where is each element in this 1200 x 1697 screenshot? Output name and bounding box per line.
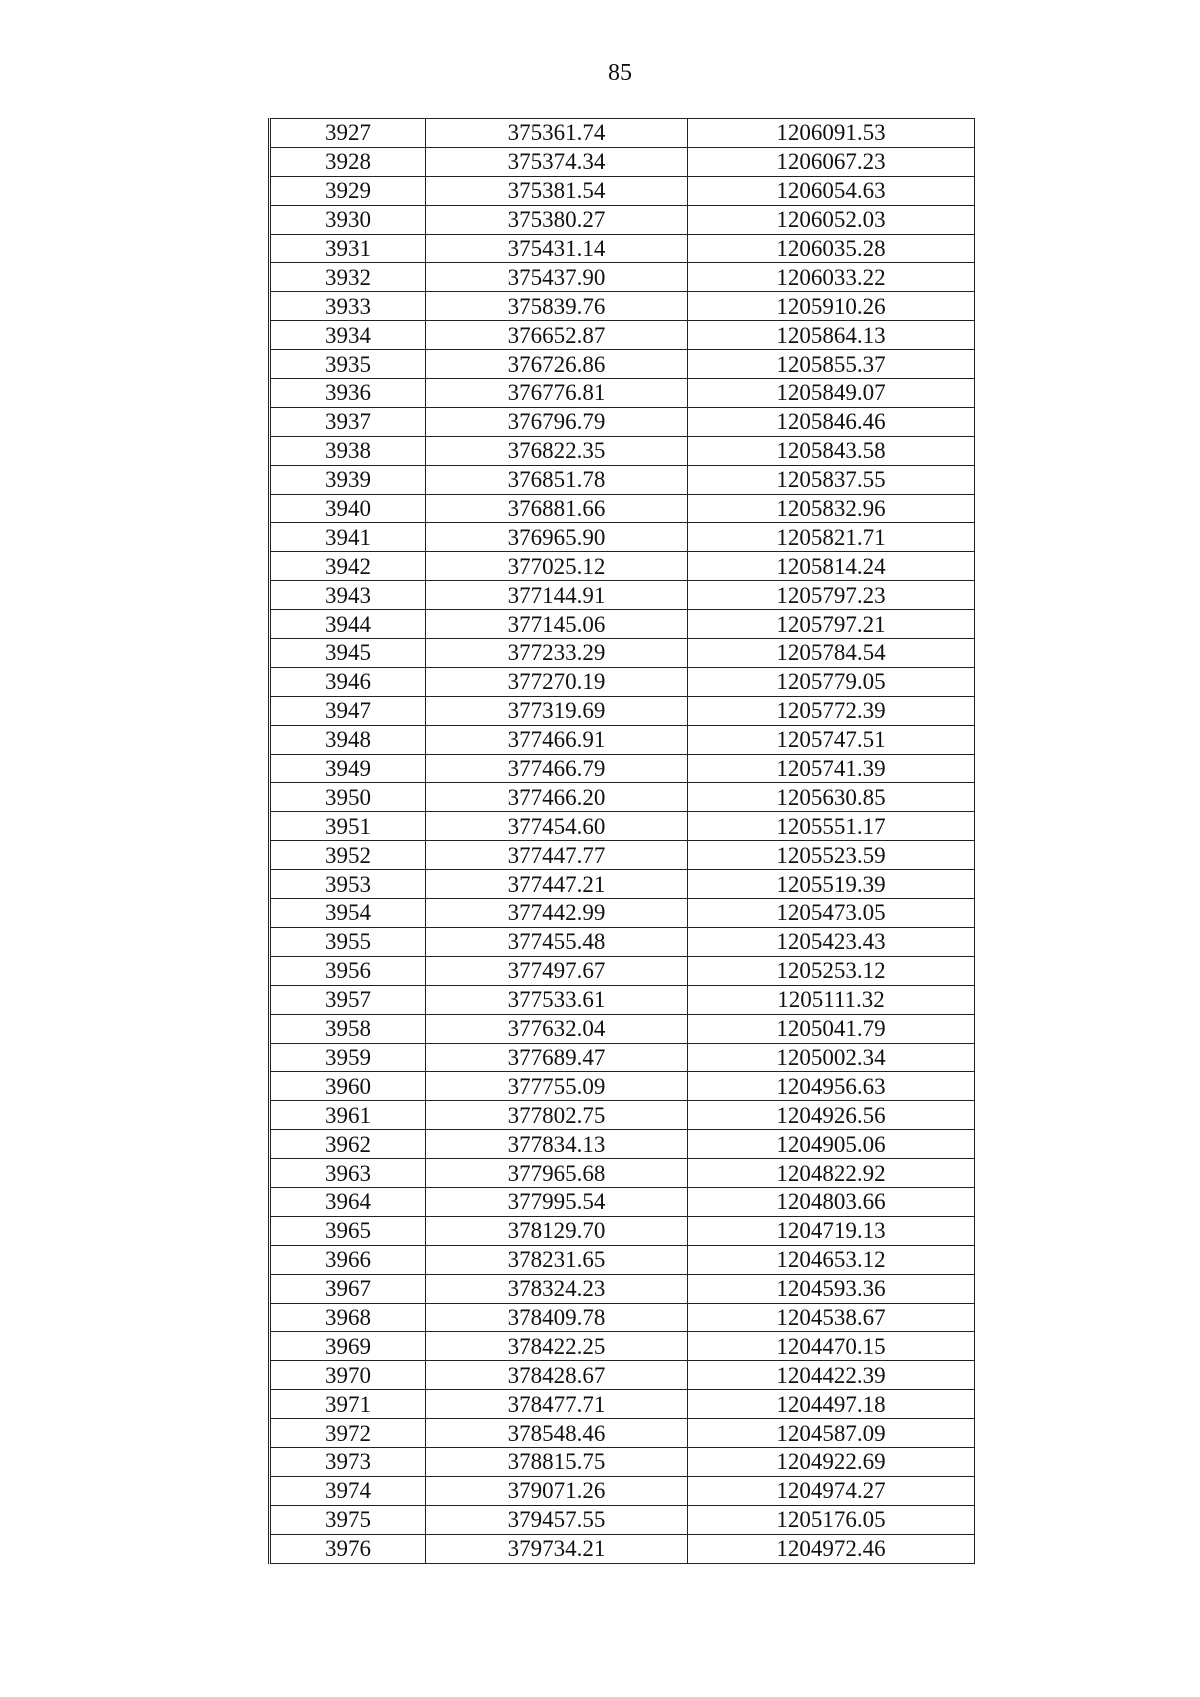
point-number-cell: 3972 xyxy=(270,1419,426,1448)
x-coordinate-cell: 377497.67 xyxy=(426,956,688,985)
point-number-cell: 3957 xyxy=(270,985,426,1014)
x-coordinate-cell: 377995.54 xyxy=(426,1187,688,1216)
table-row xyxy=(270,1130,975,1159)
x-coordinate-cell: 376965.90 xyxy=(426,523,688,552)
x-coordinate-cell: 375431.14 xyxy=(426,234,688,263)
table-row xyxy=(270,147,975,176)
point-number-cell: 3938 xyxy=(270,436,426,465)
table-row xyxy=(270,899,975,928)
point-number-cell: 3971 xyxy=(270,1390,426,1419)
table-row xyxy=(270,1245,975,1274)
page-number: 85 xyxy=(608,60,632,86)
y-coordinate-cell: 1205864.13 xyxy=(688,321,975,350)
table-row xyxy=(270,1159,975,1188)
x-coordinate-cell: 377145.06 xyxy=(426,610,688,639)
point-number-cell: 3951 xyxy=(270,812,426,841)
table-row xyxy=(270,321,975,350)
y-coordinate-cell: 1205846.46 xyxy=(688,407,975,436)
point-number-cell: 3941 xyxy=(270,523,426,552)
point-number-cell: 3959 xyxy=(270,1043,426,1072)
point-number-cell: 3931 xyxy=(270,234,426,263)
x-coordinate-cell: 378324.23 xyxy=(426,1274,688,1303)
table-row xyxy=(270,1216,975,1245)
y-coordinate-cell: 1205423.43 xyxy=(688,927,975,956)
point-number-cell: 3949 xyxy=(270,754,426,783)
point-number-cell: 3974 xyxy=(270,1476,426,1505)
table-row xyxy=(270,1187,975,1216)
point-number-cell: 3937 xyxy=(270,407,426,436)
table-row xyxy=(270,1419,975,1448)
x-coordinate-cell: 378422.25 xyxy=(426,1332,688,1361)
y-coordinate-cell: 1204822.92 xyxy=(688,1159,975,1188)
table-row xyxy=(270,1361,975,1390)
y-coordinate-cell: 1205519.39 xyxy=(688,870,975,899)
y-coordinate-cell: 1204422.39 xyxy=(688,1361,975,1390)
y-coordinate-cell: 1204926.56 xyxy=(688,1101,975,1130)
table-row xyxy=(270,725,975,754)
x-coordinate-cell: 377965.68 xyxy=(426,1159,688,1188)
table-row xyxy=(270,1072,975,1101)
y-coordinate-cell: 1204974.27 xyxy=(688,1476,975,1505)
table-row xyxy=(270,696,975,725)
x-coordinate-cell: 377319.69 xyxy=(426,696,688,725)
x-coordinate-cell: 377442.99 xyxy=(426,899,688,928)
point-number-cell: 3952 xyxy=(270,841,426,870)
y-coordinate-cell: 1205821.71 xyxy=(688,523,975,552)
table-row xyxy=(270,610,975,639)
y-coordinate-cell: 1205849.07 xyxy=(688,379,975,408)
y-coordinate-cell: 1206033.22 xyxy=(688,263,975,292)
x-coordinate-cell: 378428.67 xyxy=(426,1361,688,1390)
y-coordinate-cell: 1205779.05 xyxy=(688,667,975,696)
table-row xyxy=(270,667,975,696)
x-coordinate-cell: 379071.26 xyxy=(426,1476,688,1505)
x-coordinate-cell: 376652.87 xyxy=(426,321,688,350)
table-row xyxy=(270,407,975,436)
point-number-cell: 3966 xyxy=(270,1245,426,1274)
table-row xyxy=(270,494,975,523)
x-coordinate-cell: 375361.74 xyxy=(426,119,688,148)
y-coordinate-cell: 1205253.12 xyxy=(688,956,975,985)
table-row xyxy=(270,119,975,148)
table-row xyxy=(270,639,975,668)
x-coordinate-cell: 375381.54 xyxy=(426,176,688,205)
x-coordinate-cell: 377447.21 xyxy=(426,870,688,899)
x-coordinate-cell: 375839.76 xyxy=(426,292,688,321)
table-row xyxy=(270,754,975,783)
y-coordinate-cell: 1204587.09 xyxy=(688,1419,975,1448)
coordinates-table xyxy=(268,118,975,1564)
table-row xyxy=(270,1101,975,1130)
point-number-cell: 3976 xyxy=(270,1534,426,1563)
point-number-cell: 3963 xyxy=(270,1159,426,1188)
y-coordinate-cell: 1205784.54 xyxy=(688,639,975,668)
y-coordinate-cell: 1204497.18 xyxy=(688,1390,975,1419)
y-coordinate-cell: 1206035.28 xyxy=(688,234,975,263)
x-coordinate-cell: 376822.35 xyxy=(426,436,688,465)
table-row xyxy=(270,465,975,494)
point-number-cell: 3944 xyxy=(270,610,426,639)
y-coordinate-cell: 1206067.23 xyxy=(688,147,975,176)
y-coordinate-cell: 1204653.12 xyxy=(688,1245,975,1274)
point-number-cell: 3958 xyxy=(270,1014,426,1043)
y-coordinate-cell: 1205797.23 xyxy=(688,581,975,610)
x-coordinate-cell: 377834.13 xyxy=(426,1130,688,1159)
table-row xyxy=(270,956,975,985)
y-coordinate-cell: 1204905.06 xyxy=(688,1130,975,1159)
table-row xyxy=(270,205,975,234)
point-number-cell: 3939 xyxy=(270,465,426,494)
point-number-cell: 3947 xyxy=(270,696,426,725)
y-coordinate-cell: 1206091.53 xyxy=(688,119,975,148)
y-coordinate-cell: 1205741.39 xyxy=(688,754,975,783)
y-coordinate-cell: 1205523.59 xyxy=(688,841,975,870)
y-coordinate-cell: 1205551.17 xyxy=(688,812,975,841)
x-coordinate-cell: 376776.81 xyxy=(426,379,688,408)
point-number-cell: 3950 xyxy=(270,783,426,812)
x-coordinate-cell: 377533.61 xyxy=(426,985,688,1014)
point-number-cell: 3956 xyxy=(270,956,426,985)
table-row xyxy=(270,1476,975,1505)
point-number-cell: 3954 xyxy=(270,899,426,928)
y-coordinate-cell: 1206054.63 xyxy=(688,176,975,205)
x-coordinate-cell: 379734.21 xyxy=(426,1534,688,1563)
point-number-cell: 3967 xyxy=(270,1274,426,1303)
x-coordinate-cell: 378231.65 xyxy=(426,1245,688,1274)
point-number-cell: 3962 xyxy=(270,1130,426,1159)
x-coordinate-cell: 377233.29 xyxy=(426,639,688,668)
table-row xyxy=(270,985,975,1014)
y-coordinate-cell: 1205855.37 xyxy=(688,350,975,379)
point-number-cell: 3940 xyxy=(270,494,426,523)
point-number-cell: 3968 xyxy=(270,1303,426,1332)
table-row xyxy=(270,436,975,465)
point-number-cell: 3961 xyxy=(270,1101,426,1130)
table-row xyxy=(270,176,975,205)
y-coordinate-cell: 1205630.85 xyxy=(688,783,975,812)
point-number-cell: 3932 xyxy=(270,263,426,292)
point-number-cell: 3943 xyxy=(270,581,426,610)
x-coordinate-cell: 375380.27 xyxy=(426,205,688,234)
y-coordinate-cell: 1204593.36 xyxy=(688,1274,975,1303)
y-coordinate-cell: 1204538.67 xyxy=(688,1303,975,1332)
table-row xyxy=(270,812,975,841)
table-row xyxy=(270,841,975,870)
point-number-cell: 3930 xyxy=(270,205,426,234)
point-number-cell: 3945 xyxy=(270,639,426,668)
point-number-cell: 3929 xyxy=(270,176,426,205)
point-number-cell: 3927 xyxy=(270,119,426,148)
point-number-cell: 3946 xyxy=(270,667,426,696)
x-coordinate-cell: 377755.09 xyxy=(426,1072,688,1101)
x-coordinate-cell: 379457.55 xyxy=(426,1505,688,1534)
table-row xyxy=(270,1274,975,1303)
y-coordinate-cell: 1205176.05 xyxy=(688,1505,975,1534)
x-coordinate-cell: 377025.12 xyxy=(426,552,688,581)
coordinates-table-body xyxy=(270,119,975,1564)
x-coordinate-cell: 378815.75 xyxy=(426,1447,688,1476)
x-coordinate-cell: 375374.34 xyxy=(426,147,688,176)
y-coordinate-cell: 1205837.55 xyxy=(688,465,975,494)
point-number-cell: 3934 xyxy=(270,321,426,350)
x-coordinate-cell: 377454.60 xyxy=(426,812,688,841)
point-number-cell: 3960 xyxy=(270,1072,426,1101)
y-coordinate-cell: 1204922.69 xyxy=(688,1447,975,1476)
x-coordinate-cell: 378477.71 xyxy=(426,1390,688,1419)
point-number-cell: 3965 xyxy=(270,1216,426,1245)
x-coordinate-cell: 376881.66 xyxy=(426,494,688,523)
table-row xyxy=(270,1447,975,1476)
table-row xyxy=(270,552,975,581)
y-coordinate-cell: 1205772.39 xyxy=(688,696,975,725)
x-coordinate-cell: 376726.86 xyxy=(426,350,688,379)
y-coordinate-cell: 1205002.34 xyxy=(688,1043,975,1072)
x-coordinate-cell: 377466.91 xyxy=(426,725,688,754)
point-number-cell: 3936 xyxy=(270,379,426,408)
x-coordinate-cell: 375437.90 xyxy=(426,263,688,292)
x-coordinate-cell: 377447.77 xyxy=(426,841,688,870)
x-coordinate-cell: 378409.78 xyxy=(426,1303,688,1332)
x-coordinate-cell: 376796.79 xyxy=(426,407,688,436)
x-coordinate-cell: 376851.78 xyxy=(426,465,688,494)
y-coordinate-cell: 1205747.51 xyxy=(688,725,975,754)
y-coordinate-cell: 1205832.96 xyxy=(688,494,975,523)
table-row xyxy=(270,1534,975,1563)
x-coordinate-cell: 378548.46 xyxy=(426,1419,688,1448)
table-row xyxy=(270,234,975,263)
table-row xyxy=(270,927,975,956)
point-number-cell: 3928 xyxy=(270,147,426,176)
table-row xyxy=(270,523,975,552)
x-coordinate-cell: 377802.75 xyxy=(426,1101,688,1130)
y-coordinate-cell: 1204956.63 xyxy=(688,1072,975,1101)
y-coordinate-cell: 1205814.24 xyxy=(688,552,975,581)
x-coordinate-cell: 377466.79 xyxy=(426,754,688,783)
y-coordinate-cell: 1204719.13 xyxy=(688,1216,975,1245)
y-coordinate-cell: 1206052.03 xyxy=(688,205,975,234)
table-row xyxy=(270,1014,975,1043)
table-row xyxy=(270,870,975,899)
x-coordinate-cell: 377144.91 xyxy=(426,581,688,610)
y-coordinate-cell: 1204972.46 xyxy=(688,1534,975,1563)
x-coordinate-cell: 377270.19 xyxy=(426,667,688,696)
point-number-cell: 3970 xyxy=(270,1361,426,1390)
table-row xyxy=(270,1505,975,1534)
y-coordinate-cell: 1204470.15 xyxy=(688,1332,975,1361)
y-coordinate-cell: 1205910.26 xyxy=(688,292,975,321)
y-coordinate-cell: 1205797.21 xyxy=(688,610,975,639)
x-coordinate-cell: 377455.48 xyxy=(426,927,688,956)
y-coordinate-cell: 1204803.66 xyxy=(688,1187,975,1216)
x-coordinate-cell: 378129.70 xyxy=(426,1216,688,1245)
table-row xyxy=(270,263,975,292)
table-row xyxy=(270,783,975,812)
point-number-cell: 3953 xyxy=(270,870,426,899)
x-coordinate-cell: 377632.04 xyxy=(426,1014,688,1043)
y-coordinate-cell: 1205473.05 xyxy=(688,899,975,928)
x-coordinate-cell: 377689.47 xyxy=(426,1043,688,1072)
table-row xyxy=(270,1332,975,1361)
y-coordinate-cell: 1205111.32 xyxy=(688,985,975,1014)
point-number-cell: 3964 xyxy=(270,1187,426,1216)
point-number-cell: 3942 xyxy=(270,552,426,581)
y-coordinate-cell: 1205041.79 xyxy=(688,1014,975,1043)
point-number-cell: 3973 xyxy=(270,1447,426,1476)
x-coordinate-cell: 377466.20 xyxy=(426,783,688,812)
point-number-cell: 3935 xyxy=(270,350,426,379)
table-row xyxy=(270,581,975,610)
point-number-cell: 3969 xyxy=(270,1332,426,1361)
table-row xyxy=(270,379,975,408)
point-number-cell: 3948 xyxy=(270,725,426,754)
point-number-cell: 3955 xyxy=(270,927,426,956)
table-row xyxy=(270,292,975,321)
table-row xyxy=(270,1390,975,1419)
point-number-cell: 3933 xyxy=(270,292,426,321)
table-row xyxy=(270,1303,975,1332)
table-row xyxy=(270,350,975,379)
point-number-cell: 3975 xyxy=(270,1505,426,1534)
y-coordinate-cell: 1205843.58 xyxy=(688,436,975,465)
table-row xyxy=(270,1043,975,1072)
